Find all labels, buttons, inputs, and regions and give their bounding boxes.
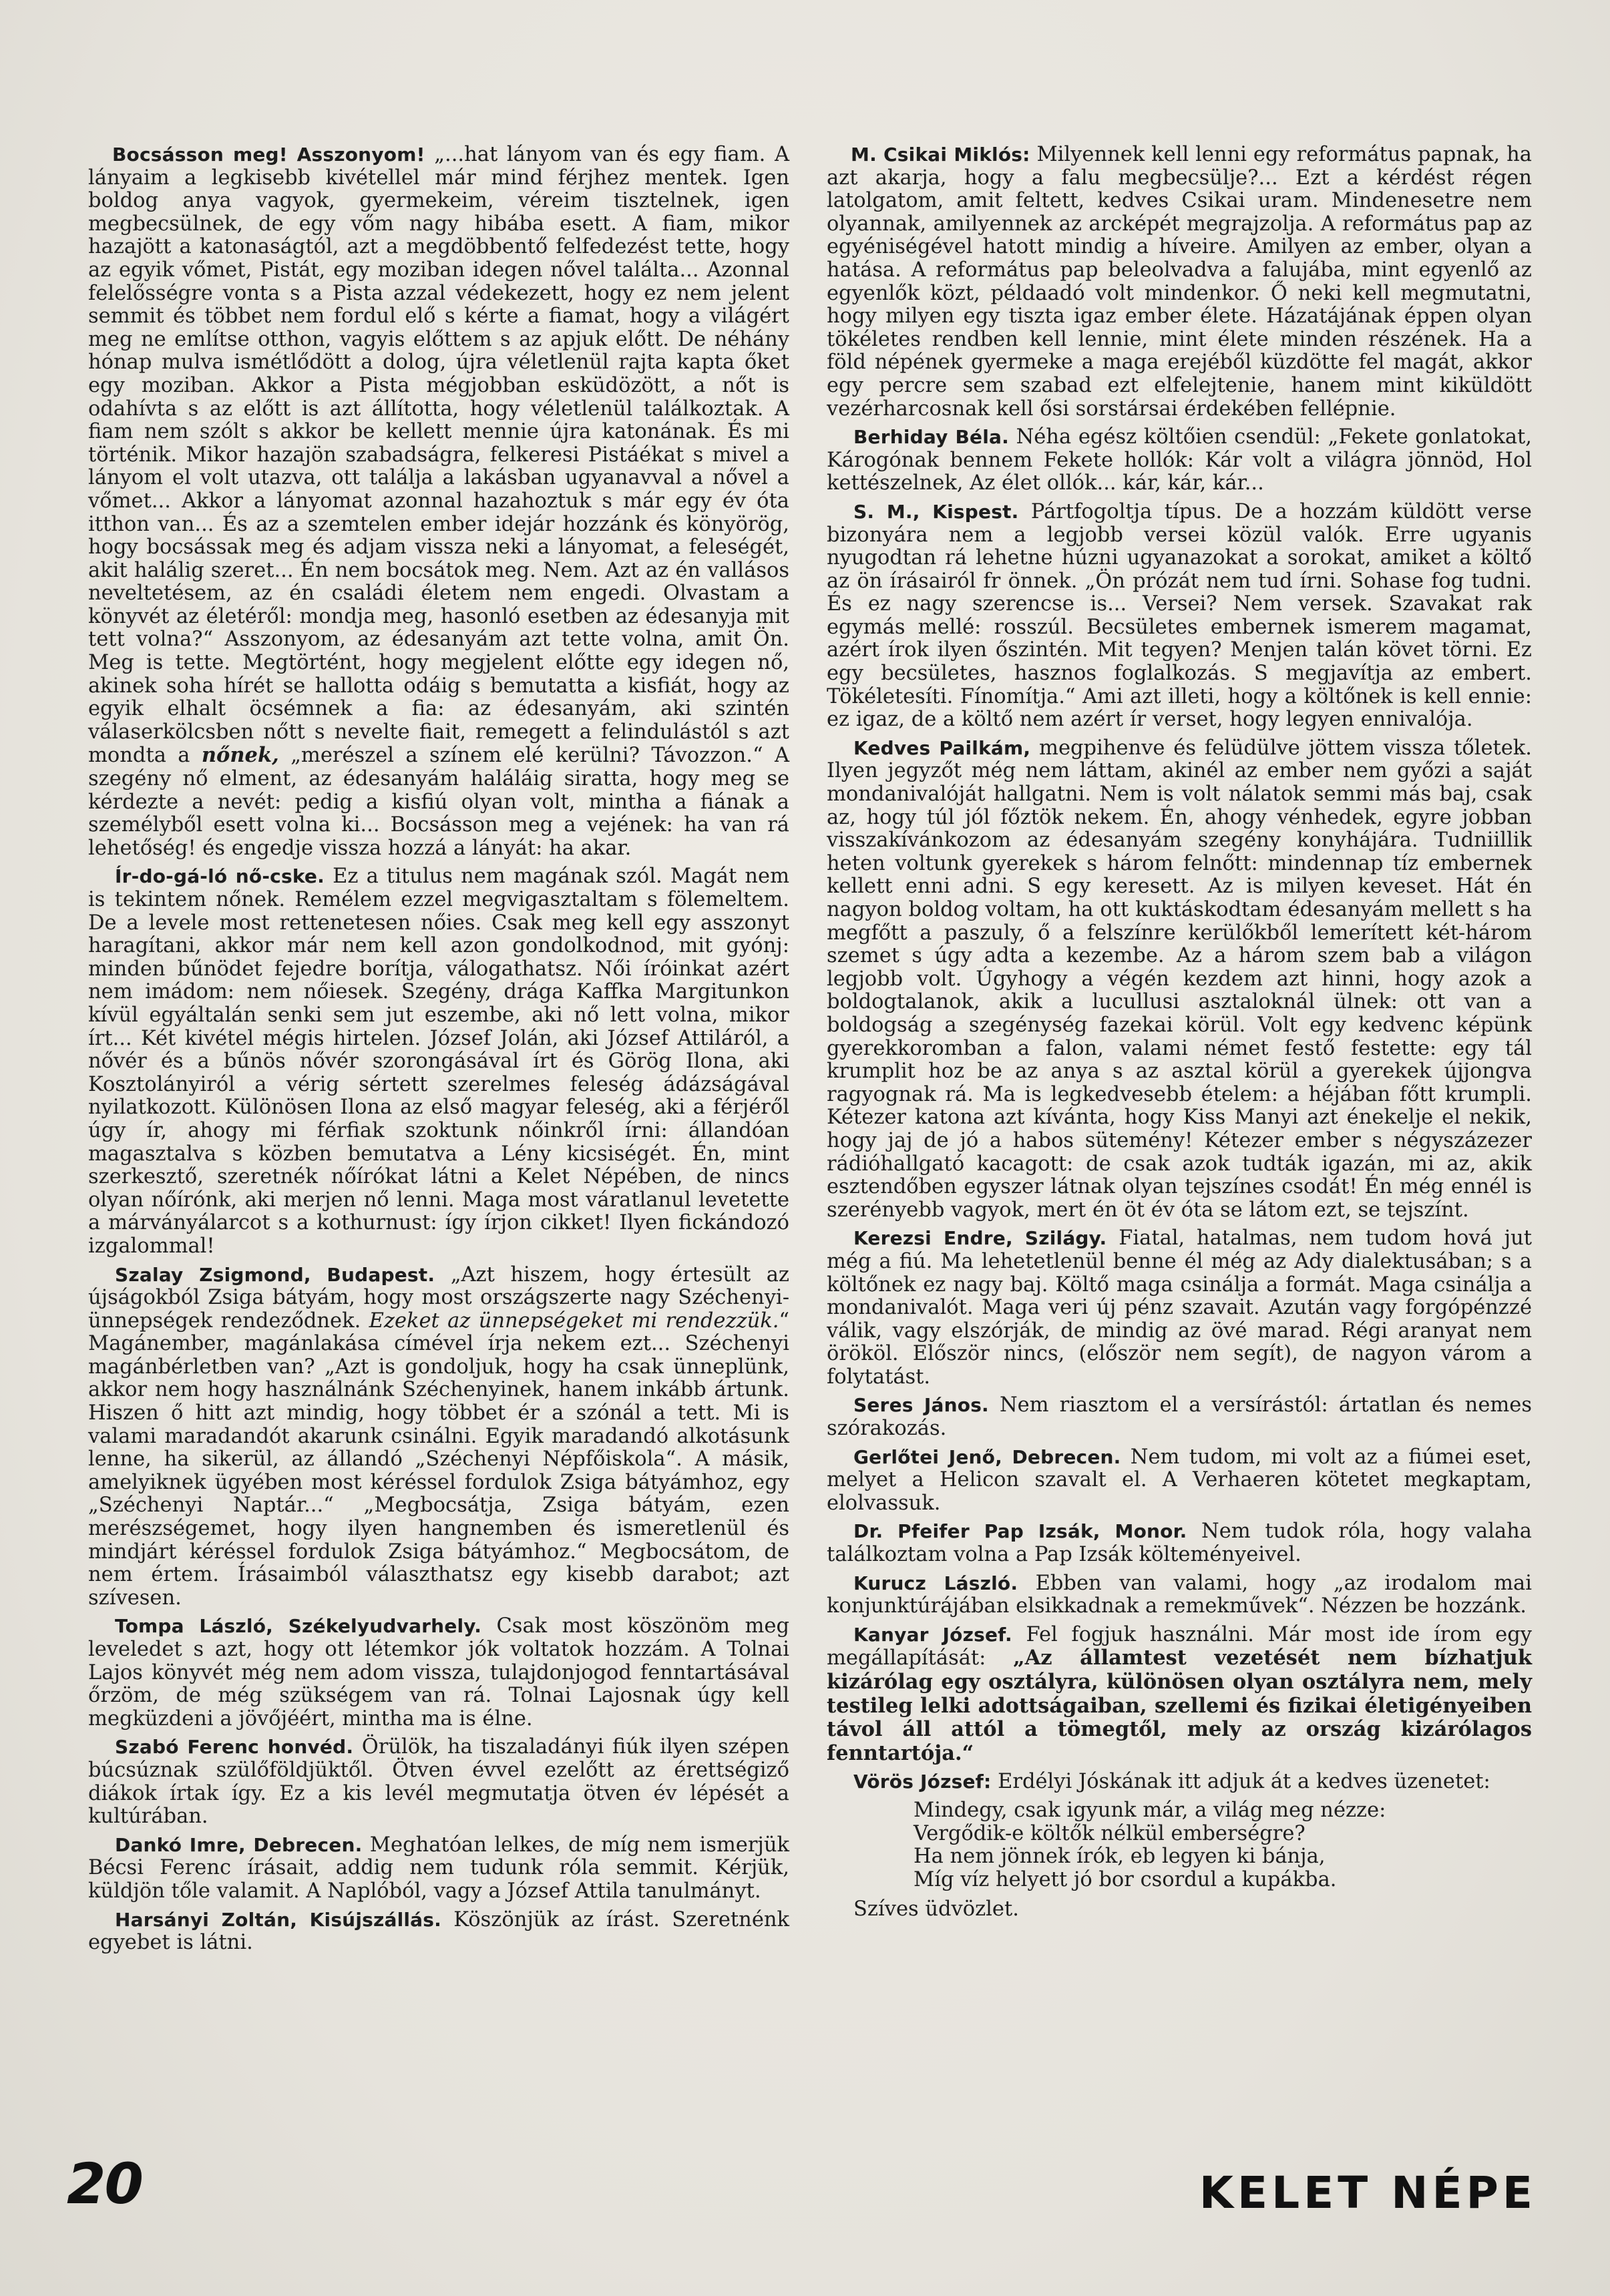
correspondent-name: Ír-do-gá-ló nő-cske.: [115, 865, 325, 888]
page-number: 20: [67, 2151, 142, 2217]
correspondent-name: Vörös József:: [853, 1771, 992, 1793]
letter-answer: [88, 1615, 789, 1731]
poem-line: Mindegy, csak igyunk már, a világ meg nézze:: [914, 1798, 1386, 1822]
correspondent-name: Dankó Imre, Debrecen.: [115, 1833, 363, 1856]
poem: [914, 1799, 1532, 1891]
correspondent-name: Kurucz László.: [853, 1572, 1018, 1594]
answer-text: Ez a titulus nem magának szól. Magát nem is tekintem nőnek. Remélem ezzel megvigasztaltam s fölemeltem. De a levele most rettenetesen nőies. Csak meg kell egy asszonyt haragítani, akkor már nem kell azon gondolkodnod, mit gyónj: minden bűnödet fejedre borítja, válogathatsz. Női íróinkat azért nem imádom: nem nőiesek. Szegény, drága Kaffka Margitunkon kívül egyáltalán senki sem jut eszembe, aki nő lett volna, mikor írt... Két kivétel mégis hirtelen. József Jolán, aki József Attiláról, a nővér és a bűnös nővér szorongásával írt és Görög Ilona, aki Kosztolányiról a vérig sértett szerelmes feleség ádázságával nyilatkozott. Különösen Ilona az első magyar feleség, aki a férjéről úgy ír, ahogy mi férfiak szoktunk nőinkről írni: állandóan magasztalva s közben bemutatva a Lény kicsiségét. Én, mint szerkesztő, szeretnék nőírókat látni a Kelet Népében, de nincs olyan nőírónk, aki merjen nő lenni. Maga most váratlanul levetette a márványálarcot s a kothurnust: így írjon cikket! Ilyen fickándozó izgalommal!: [88, 865, 789, 1258]
correspondent-name: Harsányi Zoltán, Kisújszállás.: [115, 1908, 441, 1931]
answer-text: Fel fogjuk használni. Már most ide írom egy megállapítását:: [827, 1622, 1532, 1670]
correspondent-name: Szabó Ferenc honvéd.: [115, 1736, 354, 1759]
answer-text: „...hat lányom van és egy fiam. A lányaim a legkisebb kivétellel már mind férjhez mentek. Igen boldog anya vagyok, gyermekeim, véreim tisztelnek, igen megbecsülnek, de egy vőm nagy hibába esett. A fiam, mikor hazajött a katonaságtól, azt a megdöbbentő felfedezést tette, hogy az egyik vőmet, Pistát, egy moziban idegen nővel találta... Azonnal felelősségre vonta s a Pista azzal védekezett, hogy ez nem jelent semmit és többet nem fordul elő s kérte a fiamat, hogy a világért meg ne említse otthon, vagyis előttem s az apjuk előtt. De néhány hónap mulva ismétlődött a dolog, újra véletlenül rajta kapta őket egy moziban. Akkor a Pista mégjobban esküdözött, a nőt is odahívta s az előtt is azt állította, hogy véletlenül találkoztak. A fiam nem szólt s akkor be kellett mennie újra katonának. És mi történik. Mikor hazajön szabadságra, felkeresi Pistáékat s mivel a lányom el volt utazva, ott találja a lakásban ugyanavval a nővel a vőmet... Akkor a lányomat azonnal hazahoztuk s már egy év óta itthon van... És az a szemtelen ember idejár hozzánk és könyörög, hogy bocsássak meg és adjam vissza neki a lányomat, a feleségét, akit halálig szeret... Én nem bocsátok meg. Nem. Azt az én vallásos neveltetésem, az én családi életem nem engedi. Olvastam a könyvét az életéről: mondja meg, hasonló esetben az édesanyja mit tett volna?“ Asszonyom, az édesanyám azt tette volna, amit Ön. Meg is tette. Megtörtént, hogy megjelent előtte egy idegen nő, akinek soha hírét se hallotta odáig s bemutatta a kisfiát, hogy az egyik elhalt öcsémnek a fia: az édesanyám, aki szintén válaserkölcsben nőtt s nevelte fiait, remegett a felindulástól s azt mondta a: [88, 143, 789, 768]
answer-text: Nem tudok róla, hogy valaha találkoztam volna a Pap Izsák költeményeivel.: [827, 1520, 1532, 1567]
letter-answer: [88, 1736, 789, 1828]
left-column: [88, 144, 789, 1960]
letter-answer: [827, 1572, 1532, 1618]
answer-text: Néha egész költőien csendül: „Fekete gonlatokat, Károgónak bennem Fekete hollók: Kár volt a világra jönnöd, Hol kettészelnek, Az élet ollók... kár, kár, kár...: [827, 425, 1532, 495]
letter-answer: [88, 144, 789, 860]
letter-answer: [88, 1264, 789, 1610]
letter-answer: [88, 1834, 789, 1903]
answer-text: Milyennek kell lenni egy református papnak, ha azt akarja, hogy a falu megbecsülje?... Ezt a kérdést régen latolgatom, amit feltett, kedves Csikai uram. Mindenesetre nem olyannak, amilyennek az arcképét megrajzolja. A református pap az egyéniségével hatott mindig a híveire. Amilyen az ember, olyan a hatása. A református pap beleolvadva a falujába, mint egyenlő az egyenlők közt, példaadó volt mindenkor. Ő neki kell megmutatni, hogy milyen egy tiszta igaz ember élete. Házatájának éppen olyan tökéletes rendben kell lennie, mint élete minden részének. Ha a föld népének gyermeke a maga erejéből küzdötte fel magát, akkor egy percre sem szabad ezt elfelejtenie, hanem mint kiküldött vezérharcosnak kell ősi sorstársai érdekében fellépnie.: [827, 143, 1532, 421]
answer-text: Ebben van valami, hogy „az irodalom mai konjunktúrájában elsikkadnak a remekművek“. Nézzen be hozzánk.: [827, 1571, 1532, 1618]
answer-text: Pártfogoltja típus. De a hozzám küldött verse bizonyára nem a legjobb versei közül valók. Erre ugyanis nyugodtan rá lehetne húzni ugyanazokat a sorokat, amiket a költő az ön írásairól fr önnek. „Ön prózát nem tud írni. Sohase fog tudni. És ez nagy szerencse is... Versei? Nem versek. Szavakat rak egymás mellé: rosszúl. Becsületes embernek ismerem magamat, azért írok ilyen őszintén. Mit tegyen? Menjen talán követ törni. Ez egy becsületes, hasznos foglalkozás. S megjavítja az embert. Tökéletesíti. Fínomítja.“ Ami azt illeti, hogy a költőnek is kell ennie: ez igaz, de a költő nem azért ír verset, hogy legyen ennivalója.: [827, 499, 1532, 732]
correspondent-name: Tompa László, Székelyudvarhely.: [115, 1615, 482, 1638]
answer-text-tail: „merészel a színem elé kerülni? Távozzon.“ A szegény nő elment, az édesanyám haláláig siratta, hogy meg se kérdezte a nevét: pedig a kisfiú olyan volt, mintha a fiának a személyből esett volna ki... Bocsásson meg a vejének: ha van rá lehetőség! és engedje vissza hozzá a lányát: ha akar.: [88, 744, 789, 860]
letter-answer: [827, 737, 1532, 1222]
correspondent-name: Szalay Zsigmond, Budapest.: [115, 1263, 435, 1286]
answer-text: Erdélyi Jóskának itt adjuk át a kedves üzenetet:: [991, 1770, 1490, 1794]
correspondent-name: Dr. Pfeifer Pap Izsák, Monor.: [853, 1520, 1187, 1543]
poem-line: Míg víz helyett jó bor csordul a kupákba.: [914, 1867, 1337, 1891]
correspondent-name: S. M., Kispest.: [853, 500, 1019, 523]
answer-text: Örülök, ha tiszaladányi fiúk ilyen szépen búcsúznak szülőföldjüktől. Ötven évvel ezelőtt az érettségiző diákok írtak így. Ez a kis levél megmutatja ötven év lépését a kultúrában.: [88, 1735, 789, 1829]
correspondent-name: Seres János.: [853, 1394, 989, 1417]
answer-text: Csak most köszönöm meg leveledet s azt, hogy ott létemkor jók voltatok hozzám. A Tolnai Lajos könyvét még nem adom vissza, tulajdonjogod fenntartásával őrzöm, de még szükségem van rá. Tolnai Lajosnak úgy kell megküzdeni a jövőjéért, mintha ma is élne.: [88, 1614, 789, 1731]
letter-answer: [827, 426, 1532, 495]
letter-answer: [827, 1624, 1532, 1766]
answer-text: Nem tudom, mi volt az a fiúmei eset, melyet a Helicon szavalt el. A Verhaeren kötetet megkaptam, elolvassuk.: [827, 1445, 1532, 1515]
correspondent-name: Bocsásson meg! Asszonyom!: [112, 144, 425, 166]
answer-italic: nőnek,: [201, 743, 279, 768]
magazine-title: KELET NÉPE: [1199, 2167, 1537, 2219]
answer-bold-quote: „Az államtest vezetését nem bízhatjuk kizárólag egy osztályra, különösen olyan osztályra nem, mely testileg lelki adottságaiban, szellemi és fizikai életigényeiben távol áll attól a tömegtől, mely az ország kizárólagos fenntartója.“: [827, 1646, 1532, 1765]
correspondent-name: Kedves Pailkám,: [853, 736, 1031, 759]
letter-answer: [827, 501, 1532, 732]
answer-text: „Azt hiszem, hogy értesült az újságokból Zsiga bátyám, hogy most országszerte nagy Széchenyi-ünnepségek rendeződnek.: [88, 1262, 789, 1333]
correspondent-name: Gerlőtei Jenő, Debrecen.: [853, 1445, 1121, 1468]
answer-text-tail: “ Magánember, magánlakása címével írja nekem ezt... Széchenyi magánbérletben van? „Azt is gondoljuk, hogy ha csak ünneplünk, akkor nem hogy használnánk Széchenyinek, hanem inkább ártunk. Hiszen ő hitt azt mindig, hogy többet ér a szónál a tett. Mi is valami maradandót akarunk csinálni. Egyik maradandó alkotásunk lenne, ha sikerül, az állandó „Széchenyi Népfőiskola“. A másik, amelyiknek ügyében most kéréssel fordulok Zsiga bátyámhoz, egy „Széchenyi Naptár...“ „Megbocsátja, Zsiga bátyám, ezen merészségemet, hogy ilyen hangnemben és ismeretlenül és mindjárt kéréssel fordulok Zsiga bátyámhoz.“ Megbocsátom, de nem értem. Írásaimból választhatsz egy kisebb darabot; azt szívesen.: [88, 1309, 789, 1610]
letter-answer: [827, 144, 1532, 421]
answer-text: Nem riasztom el a versírástól: ártatlan és nemes szórakozás.: [827, 1393, 1532, 1441]
poem-line: Vergődik-e költők nélkül emberségre?: [914, 1821, 1305, 1845]
letter-answer: [827, 1227, 1532, 1389]
answer-text: Fiatal, hatalmas, nem tudom hová jut még a fiú. Ma lehetetlenül benne él még az Ady dialektusában; s a költőnek ez nagy baj. Költő maga csinálja a formát. Maga csinálja a mondanivalót. Maga veri új pénz szavait. Azután vagy forgópénzzé válik, vagy elszórják, de mindig az övé marad. Régi aranyat nem örököl. Először nincs, (először nem segít), de nagyon várom a folytatást.: [827, 1226, 1532, 1389]
answer-text: Meghatóan lelkes, de míg nem ismerjük Bécsi Ferenc írásait, addig nem tudunk róla semmit. Kérjük, küldjön tőle valamit. A Naplóból, vagy a József Attila tanulmányt.: [88, 1833, 789, 1903]
correspondent-name: M. Csikai Miklós:: [851, 144, 1030, 166]
letter-answer: [88, 865, 789, 1258]
correspondent-name: Kanyar József.: [853, 1623, 1012, 1646]
letter-answer: [88, 1909, 789, 1955]
answer-text: megpihenve és felüdülve jöttem vissza tőletek. Ilyen jegyzőt még nem láttam, akinél az ember nem győzi a saját mondanivalóját hallgatni. Nem is volt nálatok semmi más baj, csak az, hogy túl jól főztök nekem. Én, ahogy vénhedek, egyre jobban visszakívánkozom az édesanyám szegény konyhájára. Tudniillik heten voltunk gyerekek s három felnőtt: mindennap tíz embernek kellett enni adni. S egy keresett. Az is milyen keveset. Hát én nagyon boldog voltam, ha ott kuktáskodtam édesanyám mellett s ha megfőtt a paszuly, ő a felszínre kerülőkből lemerített két-három szemet s úgy adta a kezembe. Az a három szem bab a világon legjobb volt. Úgyhogy a végén kezdem azt hinni, hogy azok a boldogtalanok, akik a lucullusi asztaloknál ülnek: ott van a boldogság a szegénység fazekai körül. Volt egy kedvenc képünk gyerekkoromban a falon, valami német festő festette: egy tál krumplit hoz be az anya s az asztal körül a gyerekek újjongva ragyognak rá. Ma is legkedvesebb ételem: a héjában főtt krumpli. Kétezer katona azt kívánta, hogy Kiss Manyi azt énekelje el nekik, hogy jaj de jó a habos sütemény! Kétezer ember s négyszázezer rádióhallgató kacagott: de csak azok tudták igazán, mi az, akik esztendőben egyszer látnak olyan tejszínes csodát! Én még ennél is szerényebb vagyok, mert én öt év óta se látom ezt, se tejszínt.: [827, 736, 1532, 1222]
answer-text: Köszönjük az írást. Szeretnénk egyebet is látni.: [88, 1907, 789, 1955]
letter-answer: [827, 1446, 1532, 1516]
closing-greeting: Szíves üdvözlet.: [853, 1897, 1019, 1921]
letter-answer: [827, 1520, 1532, 1566]
answer-italic: Ezeket az ünnepségeket mi rendezzük.: [369, 1309, 779, 1333]
poem-line: Ha nem jönnek írók, eb legyen ki bánja,: [914, 1845, 1326, 1869]
right-column: [827, 144, 1532, 1927]
correspondent-name: Berhiday Béla.: [853, 426, 1009, 449]
correspondent-name: Kerezsi Endre, Szilágy.: [853, 1227, 1107, 1250]
letter-answer: [827, 1771, 1532, 1794]
letter-answer: [827, 1394, 1532, 1440]
